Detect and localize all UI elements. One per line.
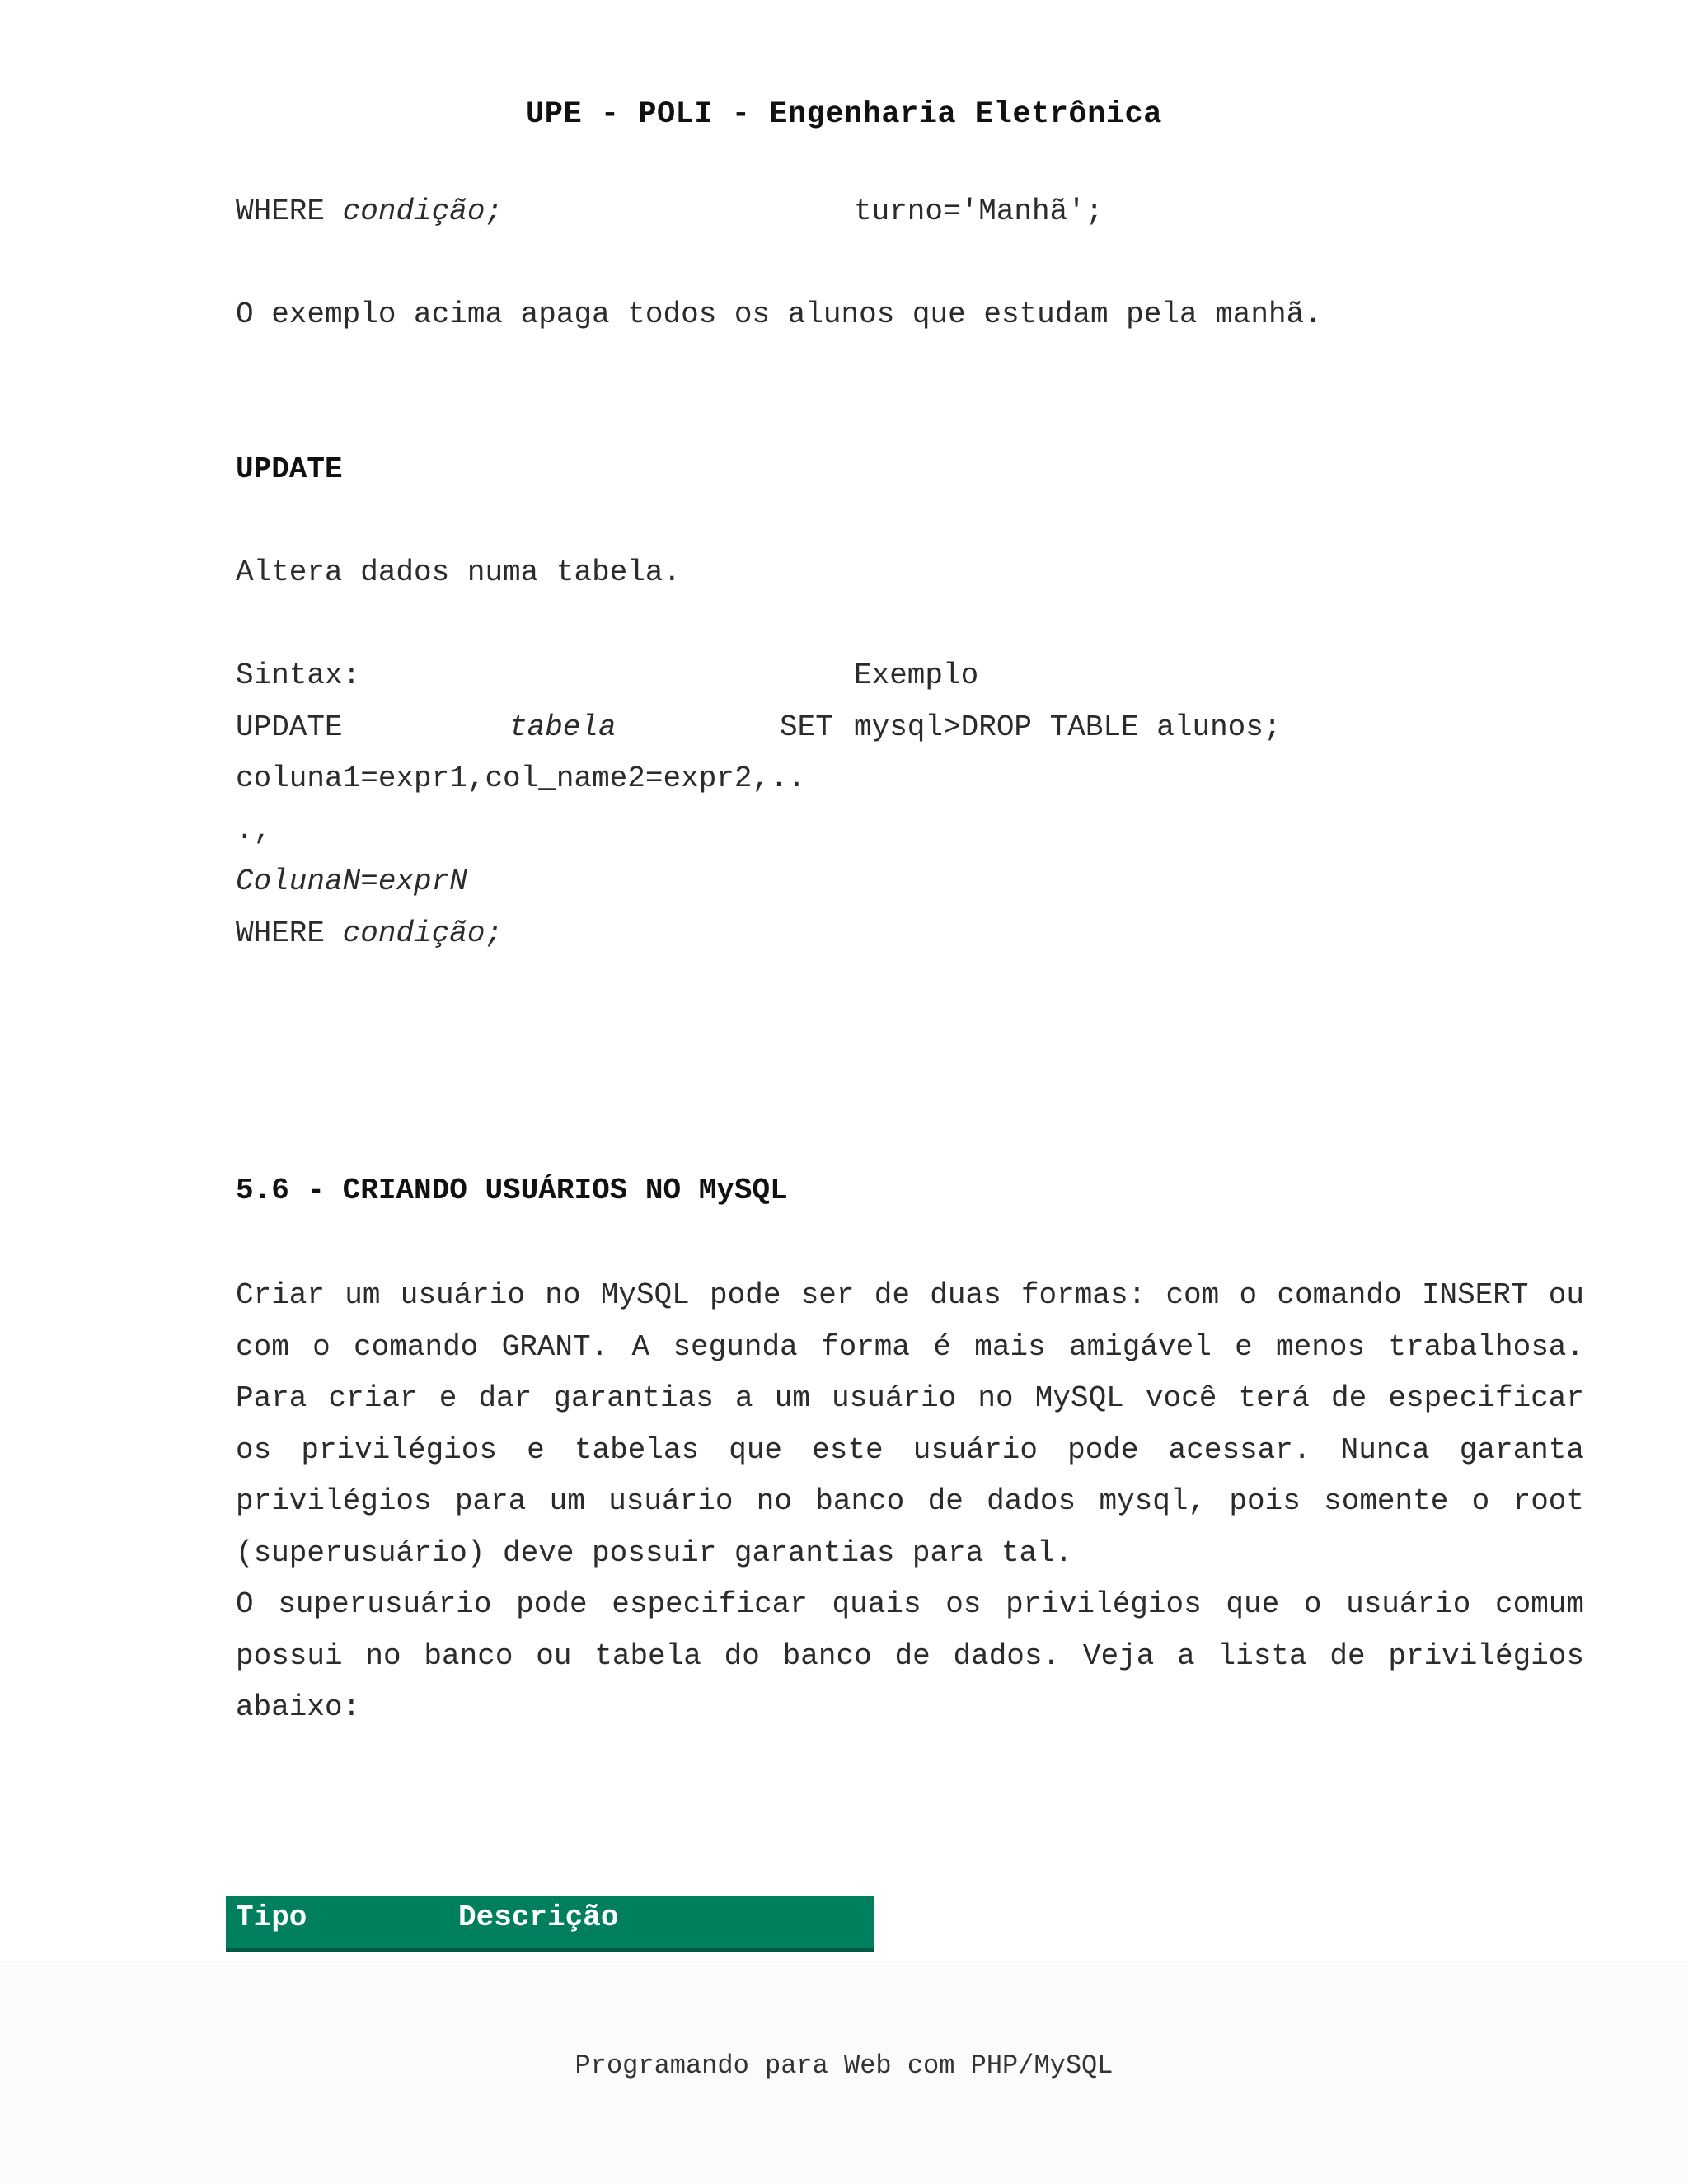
syntax-line-3: .,: [236, 813, 272, 847]
syntax-line-2: coluna1=expr1,col_name2=expr2,..: [236, 762, 806, 795]
syntax-update-keyword: UPDATE: [236, 710, 343, 744]
syntax-set-keyword: SET: [780, 710, 833, 744]
where-condition: condição;: [342, 194, 504, 228]
syntax-where-keyword: WHERE: [236, 916, 326, 950]
privileges-table-header: [226, 1896, 874, 1952]
syntax-condition: condição;: [342, 916, 504, 950]
example-command: mysql>DROP TABLE alunos;: [854, 710, 1282, 744]
section-body: [236, 1270, 1584, 1734]
page-footer: Programando para Web com PHP/MySQL: [574, 2050, 1114, 2081]
update-heading: UPDATE: [236, 452, 343, 486]
paragraph-1: Criar um usuário no MySQL pode ser de duas formas: com o comando INSERT ou com o comando GRANT. A segunda forma é mais amigável e menos trabalhosa. Para criar e dar garantias a um usuário no MySQL você terá de especificar os privilégios e tabelas que este usuário pode acessar. Nunca garanta privilégios para um usuário no banco de dados mysql, pois somente o root (superusuário) deve possuir garantias para tal.: [236, 1278, 1584, 1570]
syntax-table: tabela: [509, 710, 617, 744]
page-header: UPE - POLI - Engenharia Eletrônica: [526, 97, 1162, 132]
syntax-label: Sintax:: [236, 658, 361, 692]
paragraph-2: O superusuário pode especificar quais os privilégios que o usuário comum possui no banco ou tabela do banco de dados. Veja a lista de privilégios abaixo:: [236, 1587, 1584, 1724]
section-heading: 5.6 - CRIANDO USUÁRIOS NO MySQL: [236, 1174, 788, 1207]
where-line: [236, 194, 503, 228]
syntax-line-4: ColunaN=exprN: [236, 865, 467, 898]
update-description: Altera dados numa tabela.: [236, 555, 682, 589]
column-header-description: Descrição: [458, 1900, 619, 1934]
example-tail: turno='Manhã';: [854, 194, 1104, 228]
example-label: Exemplo: [854, 658, 979, 692]
column-header-type: Tipo: [236, 1900, 307, 1934]
where-keyword: WHERE: [236, 194, 326, 228]
syntax-where-line: [236, 916, 503, 950]
explanation-text: O exemplo acima apaga todos os alunos que estudam pela manhã.: [236, 298, 1322, 331]
